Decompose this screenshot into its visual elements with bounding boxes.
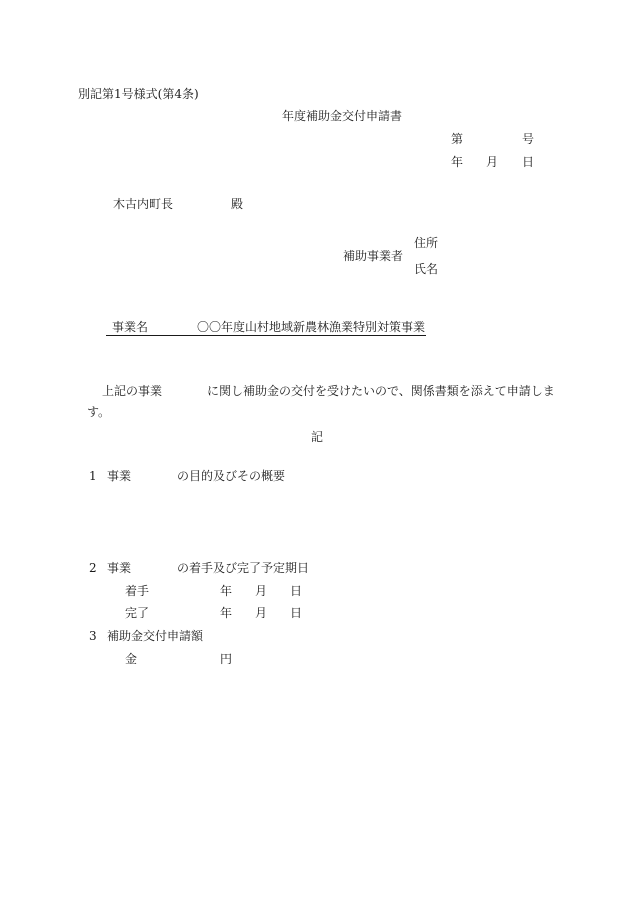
item3-label: 補助金交付申請額 bbox=[107, 629, 204, 643]
document-number-prefix: 第 bbox=[451, 132, 464, 146]
start-label: 着手 bbox=[125, 584, 150, 598]
body-text-part3: す。 bbox=[87, 405, 111, 419]
end-day: 日 bbox=[290, 606, 303, 620]
amount-prefix: 金 bbox=[125, 652, 138, 666]
project-name: 〇〇年度山村地域新農林漁業特別対策事業 bbox=[197, 320, 426, 334]
start-month: 月 bbox=[255, 584, 268, 598]
end-label: 完了 bbox=[125, 606, 150, 620]
date-day: 日 bbox=[522, 155, 535, 169]
start-day: 日 bbox=[290, 584, 303, 598]
addressee-name: 木古内町長 bbox=[113, 197, 174, 211]
project-underline bbox=[106, 335, 426, 336]
body-text-part2: に関し補助金の交付を受けたいので、関係書類を添えて申請しま bbox=[207, 384, 555, 398]
project-label: 事業名 bbox=[112, 320, 149, 334]
applicant-label: 補助事業者 bbox=[343, 249, 404, 263]
item1-word: 事業 bbox=[107, 469, 132, 483]
item3-number: 3 bbox=[89, 629, 97, 643]
applicant-name-label: 氏名 bbox=[414, 262, 439, 276]
body-text-part1: 上記の事業 bbox=[102, 384, 163, 398]
ki-heading: 記 bbox=[311, 430, 324, 444]
item2-rest: の着手及び完了予定期日 bbox=[177, 561, 310, 575]
item1-number: 1 bbox=[89, 469, 97, 483]
item2-word: 事業 bbox=[107, 561, 132, 575]
form-label: 別記第1号様式(第4条) bbox=[78, 87, 199, 101]
end-month: 月 bbox=[255, 606, 268, 620]
date-month: 月 bbox=[486, 155, 499, 169]
addressee-honorific: 殿 bbox=[231, 197, 244, 211]
end-year: 年 bbox=[220, 606, 233, 620]
document-number-suffix: 号 bbox=[522, 132, 535, 146]
date-year: 年 bbox=[451, 155, 464, 169]
applicant-address-label: 住所 bbox=[414, 236, 439, 250]
amount-suffix: 円 bbox=[220, 652, 233, 666]
item1-rest: の目的及びその概要 bbox=[177, 469, 286, 483]
start-year: 年 bbox=[220, 584, 233, 598]
item2-number: 2 bbox=[89, 561, 97, 575]
document-title: 年度補助金交付申請書 bbox=[282, 109, 403, 123]
